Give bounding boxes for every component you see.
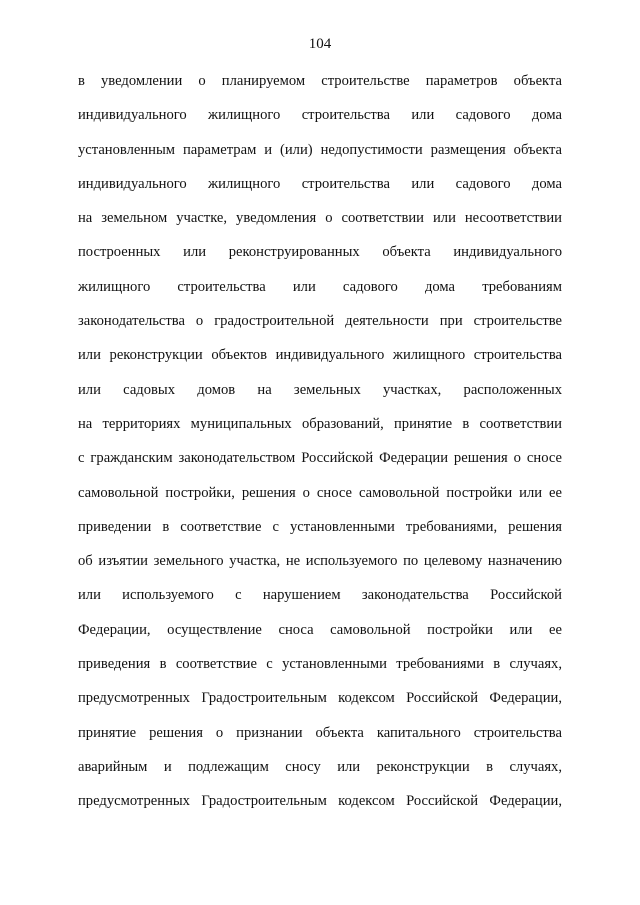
text-line: принятие решения о признании объекта капитального строительства — [78, 724, 562, 741]
text-line: предусмотренных Градостроительным кодексом Российской Федерации, — [78, 690, 562, 707]
text-line: или используемого с нарушением законодательства Российской — [78, 587, 562, 604]
body-text — [78, 72, 562, 827]
text-line: или реконструкции объектов индивидуального жилищного строительства — [78, 347, 562, 364]
page-number: 104 — [308, 36, 332, 52]
text-line: на территориях муниципальных образований, принятие в соответствии — [78, 415, 562, 432]
text-line: приведении в соответствие с установленными требованиями, решения — [78, 518, 562, 535]
text-line: построенных или реконструированных объекта индивидуального — [78, 244, 562, 261]
text-line: аварийным и подлежащим сносу или реконструкции в случаях, — [78, 758, 562, 775]
text-line: или садовых домов на земельных участках, расположенных — [78, 381, 562, 398]
text-line: с гражданским законодательством Российской Федерации решения о сносе — [78, 450, 562, 467]
text-line: предусмотренных Градостроительным кодексом Российской Федерации, — [78, 793, 562, 810]
text-line: на земельном участке, уведомления о соответствии или несоответствии — [78, 210, 562, 227]
text-line: установленным параметрам и (или) недопустимости размещения объекта — [78, 141, 562, 158]
text-line: индивидуального жилищного строительства или садового дома — [78, 175, 562, 192]
text-line: индивидуального жилищного строительства или садового дома — [78, 107, 562, 124]
text-line: приведения в соответствие с установленными требованиями в случаях, — [78, 656, 562, 673]
text-line: Федерации, осуществление сноса самовольной постройки или ее — [78, 621, 562, 638]
text-line: в уведомлении о планируемом строительстве параметров объекта — [78, 73, 562, 89]
text-line: законодательства о градостроительной деятельности при строительстве — [78, 313, 562, 330]
text-line: об изъятии земельного участка, не используемого по целевому назначению — [78, 553, 562, 570]
text-line: жилищного строительства или садового дома требованиям — [78, 278, 562, 295]
text-line: самовольной постройки, решения о сносе самовольной постройки или ее — [78, 484, 562, 501]
